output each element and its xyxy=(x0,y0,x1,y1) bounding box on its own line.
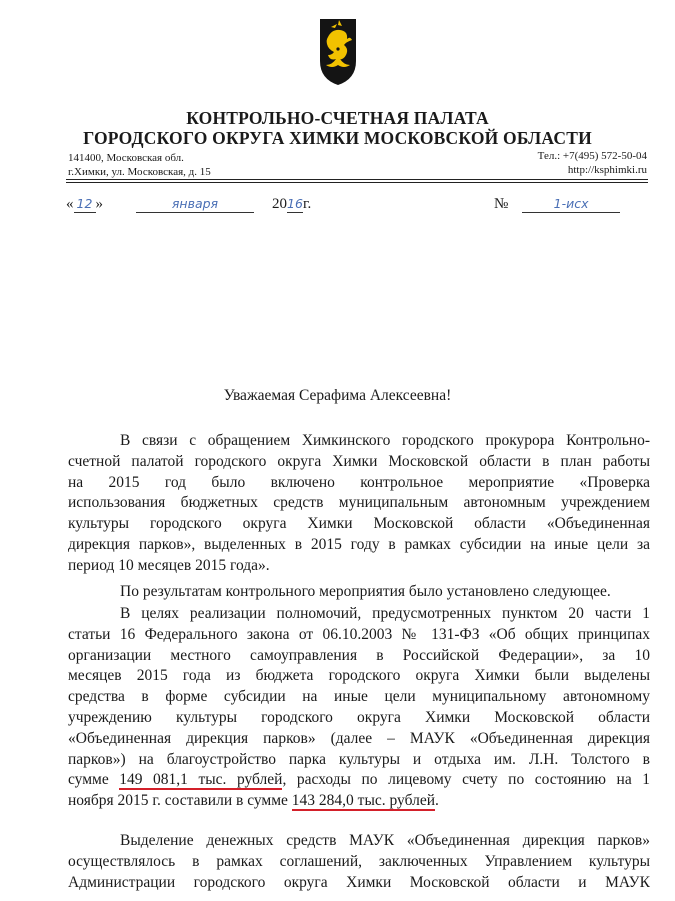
paragraph-line: По результатам контрольного мероприятия было установлено следующее. xyxy=(120,583,611,600)
letter-paragraph-3 xyxy=(68,604,650,812)
number-sign: № xyxy=(494,196,509,212)
paragraph-line: организации местного самоуправления в Российской Федерации», за 10 xyxy=(68,646,650,664)
phone-number: Тел.: +7(495) 572-50-04 xyxy=(537,150,647,162)
paragraph-line: «Объединенная дирекция парков» (далее – МАУК «Объединенная дирекция xyxy=(68,729,650,747)
outgoing-number-handwritten: 1-исх xyxy=(522,196,620,213)
paragraph-line: на 2015 год было включено контрольное мероприятие «Проверка xyxy=(68,473,650,491)
paragraph-line: период 10 месяцев 2015 года». xyxy=(68,556,270,574)
letter-paragraph-1 xyxy=(68,431,650,577)
paragraph-line: статьи 16 Федерального закона от 06.10.2003 № 131-ФЗ «Об общих принципах xyxy=(68,625,650,643)
date-close-quote: » xyxy=(95,196,103,212)
amount-1-suffix: , расходы по лицевому счету по состоянию на 1 xyxy=(282,771,650,789)
date-day-handwritten: 12 xyxy=(74,196,96,213)
amount-2-suffix: . xyxy=(435,792,439,810)
himki-coat-of-arms-icon xyxy=(316,15,360,87)
paragraph-line: учреждению культуры городского округа Химки Московской области xyxy=(68,708,650,726)
paragraph-line xyxy=(68,791,650,812)
paragraph-line: В целях реализации полномочий, предусмотренных пунктом 20 части 1 xyxy=(120,605,650,622)
header-divider-thick xyxy=(66,179,648,180)
paragraph-line: парков») на благоустройство парка культуры и отдыха им. Л.Н. Толстого в xyxy=(68,750,650,768)
paragraph-line: В связи с обращением Химкинского городского прокурора Контрольно- xyxy=(120,432,650,449)
amount-1-prefix: сумме xyxy=(68,771,120,789)
letter-date-year xyxy=(272,196,311,220)
highlighted-amount-2: 143 284,0 тыс. рублей xyxy=(291,792,435,810)
date-year-suffix: г. xyxy=(303,196,312,212)
date-open-quote: « xyxy=(66,196,74,212)
date-year-prefix: 20 xyxy=(272,196,287,212)
paragraph-line: Выделение денежных средств МАУК «Объединенная дирекция парков» xyxy=(120,832,650,849)
letter-outgoing-number xyxy=(494,196,620,220)
paragraph-line: Администрации городского округа Химки Московской области и МАУК xyxy=(68,873,650,891)
paragraph-line: осуществлялось в рамках соглашений, заключенных Управлением культуры xyxy=(68,852,650,870)
date-month-handwritten: января xyxy=(136,196,254,213)
letter-greeting: Уважаемая Серафима Алексеевна! xyxy=(223,387,452,404)
paragraph-line: средства в форме субсидии на иные цели муниципальному автономному xyxy=(68,688,650,706)
paragraph-line: месяцев 2015 года из бюджета городского округа Химки были выделены xyxy=(68,667,650,685)
header-divider-thin xyxy=(66,182,648,183)
paragraph-line: культуры городского округа Химки Московской области «Объединенная xyxy=(68,515,650,533)
org-title-line-2: ГОРОДСКОГО ОКРУГА ХИМКИ МОСКОВСКОЙ ОБЛАСТИ xyxy=(83,128,592,148)
address-line-2: г.Химки, ул. Московская, д. 15 xyxy=(68,166,211,178)
amount-2-prefix: ноября 2015 г. составили в сумме xyxy=(68,792,292,810)
address-line-1: 141400, Московская обл. xyxy=(68,152,184,164)
date-year-handwritten: 16 xyxy=(287,196,303,211)
letter-date-month xyxy=(136,196,254,220)
letter-paragraph-4 xyxy=(68,831,650,893)
highlighted-amount-1: 149 081,1 тыс. рублей xyxy=(119,771,283,789)
paragraph-line: счетной палатой городского округа Химки Московской области в план работы xyxy=(68,452,650,470)
paragraph-line: дирекция парков», выделенных в 2015 году в рамках субсидии на иные цели за xyxy=(68,535,650,553)
website-link[interactable]: http://ksphimki.ru xyxy=(567,164,647,176)
paragraph-line: использования бюджетных средств муниципальным автономным учреждением xyxy=(68,494,650,512)
paragraph-line xyxy=(68,770,650,791)
letter-paragraph-2 xyxy=(68,582,650,603)
letter-date-day xyxy=(66,196,103,220)
org-title-line-1: КОНТРОЛЬНО-СЧЕТНАЯ ПАЛАТА xyxy=(186,108,489,128)
